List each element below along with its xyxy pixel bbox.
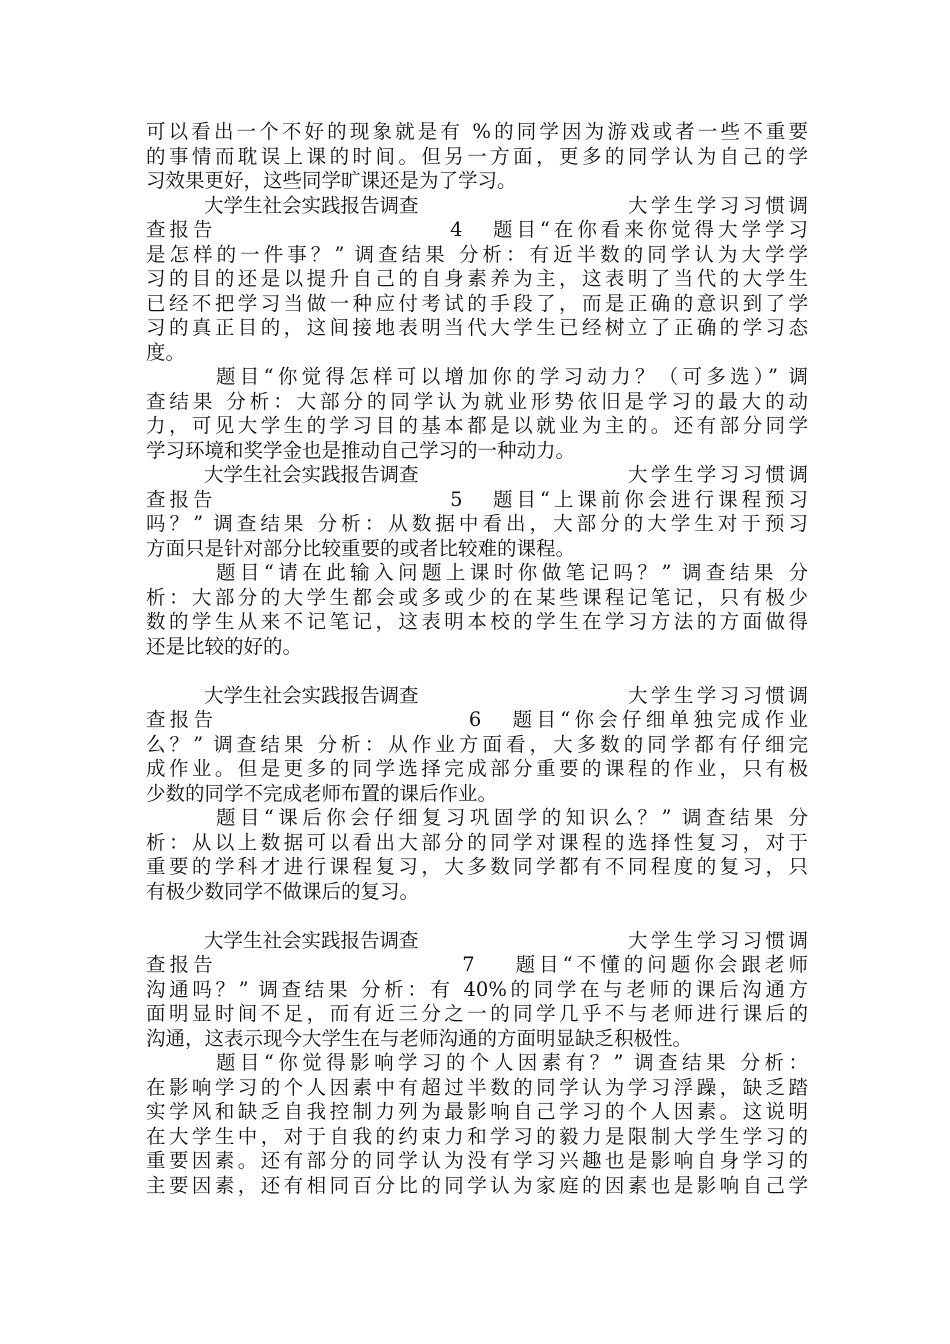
text-line: 少数的同学不完成老师布置的课后作业。	[146, 781, 498, 805]
text-line: 习效果更好，这些同学旷课还是为了学习。	[146, 169, 517, 192]
text-line: 查报告 6 题目“你会仔细单独完成作业	[146, 708, 808, 731]
paragraph-p3	[146, 365, 808, 463]
text-line: 可以看出一个不好的现象就是有 %的同学因为游戏或者一些不重要	[146, 120, 808, 143]
text-line: 习的真正目的，这间接地表明当代大学生已经树立了正确的学习态	[146, 316, 808, 339]
header-left: 大学生社会实践报告调查	[204, 683, 419, 707]
text-line: 沟通吗？” 调查结果 分析：有 40%的同学在与老师的课后沟通方	[146, 977, 808, 1001]
text-line: 么？” 调查结果 分析：从作业方面看，大多数的同学都有仔细完	[146, 732, 808, 756]
text-line: 查报告 7 题目“不懂的问题你会跟老师	[146, 953, 808, 976]
text-line: 度。	[146, 340, 186, 364]
text-line: 主要因素，还有相同百分比的同学认为家庭的因素也是影响自己学	[146, 1173, 808, 1197]
text-line: 习的目的还是以提升自己的自身素养为主，这表明了当代的大学生	[146, 267, 808, 290]
text-line: 沟通，这表示现今大学生在与老师沟通的方面明显缺乏积极性。	[146, 1026, 693, 1050]
text-line: 析：大部分的大学生都会或多或少的在某些课程记笔记，只有极少	[146, 585, 808, 609]
text-line: 吗？” 调查结果 分析：从数据中看出，大部分的大学生对于预习	[146, 512, 808, 535]
paragraph-p9	[146, 1051, 808, 1198]
text-line: 查报告 5 题目“上课前你会进行课程预习	[146, 487, 808, 511]
text-line: 实学风和缺乏自我控制力列为最影响自己学习的个人因素。这说明	[146, 1100, 808, 1123]
text-line: 在影响学习的个人因素中有超过半数的同学认为学习浮躁，缺乏踏	[146, 1075, 808, 1099]
section-header	[146, 684, 808, 709]
text-line: 是怎样的一件事？” 调查结果 分析：有近半数的同学认为大学学	[146, 242, 808, 266]
text-line: 析：从以上数据可以看出大部分的同学对课程的选择性复习，对于	[146, 830, 808, 854]
text-line: 题目“请在此输入问题上课时你做笔记吗？” 调查结果 分	[216, 561, 808, 584]
text-line: 在大学生中，对于自我的约束力和学习的毅力是限制大学生学习的	[146, 1124, 808, 1148]
paragraph-p5	[146, 561, 808, 659]
text-line: 面明显时间不足，而有近三分之一的同学几乎不与老师进行课后的	[146, 1002, 808, 1025]
header-right: 大学生学习习惯调	[628, 683, 808, 707]
section-header	[146, 929, 808, 954]
text-line: 方面只是针对部分比较重要的或者比较难的课程。	[146, 536, 576, 560]
text-line: 查结果 分析：大部分的同学认为就业形势依旧是学习的最大的动	[146, 389, 808, 413]
header-right: 大学生学习习惯调	[628, 463, 808, 486]
paragraph-p1	[146, 120, 808, 194]
header-left: 大学生社会实践报告调查	[204, 463, 419, 486]
text-line: 题目“你觉得影响学习的个人因素有？” 调查结果 分析：	[216, 1051, 808, 1074]
text-line: 的事情而耽误上课的时间。但另一方面，更多的同学认为自己的学	[146, 144, 808, 168]
text-line: 成作业。但是更多的同学选择完成部分重要的课程的作业，只有极	[146, 757, 808, 780]
text-line: 已经不把学习当做一种应付考试的手段了，而是正确的意识到了学	[146, 291, 808, 315]
header-left: 大学生社会实践报告调查	[204, 193, 419, 217]
text-line: 学习环境和奖学金也是推动自己学习的一种动力。	[146, 438, 576, 462]
header-left: 大学生社会实践报告调查	[204, 928, 419, 952]
text-line: 重要的学科才进行课程复习，大多数同学都有不同程度的复习，只	[146, 855, 808, 878]
paragraph-p2	[146, 218, 808, 365]
document-page	[146, 120, 808, 1198]
paragraph-p7	[146, 806, 808, 904]
paragraph-p4	[146, 488, 808, 562]
text-line: 有极少数同学不做课后的复习。	[146, 879, 420, 903]
blank-line	[146, 904, 808, 929]
text-line: 还是比较的好的。	[146, 634, 303, 658]
section-header	[146, 194, 808, 219]
text-line: 力，可见大学生的学习目的基本都是以就业为主的。还有部分同学	[146, 414, 808, 437]
text-line: 题目“你觉得怎样可以增加你的学习动力？（可多选）” 调	[216, 365, 808, 388]
text-line: 查报告 4 题目“在你看来你觉得大学学习	[146, 218, 808, 241]
paragraph-p8	[146, 953, 808, 1051]
header-right: 大学生学习习惯调	[628, 193, 808, 217]
text-line: 数的学生从来不记笔记，这表明本校的学生在学习方法的方面做得	[146, 610, 808, 633]
text-line: 题目“课后你会仔细复习巩固学的知识么？” 调查结果 分	[216, 806, 808, 829]
paragraph-p6	[146, 708, 808, 806]
text-line: 重要因素。还有部分的同学认为没有学习兴趣也是影响自身学习的	[146, 1149, 808, 1172]
header-right: 大学生学习习惯调	[628, 928, 808, 952]
blank-line	[146, 659, 808, 684]
section-header	[146, 463, 808, 488]
